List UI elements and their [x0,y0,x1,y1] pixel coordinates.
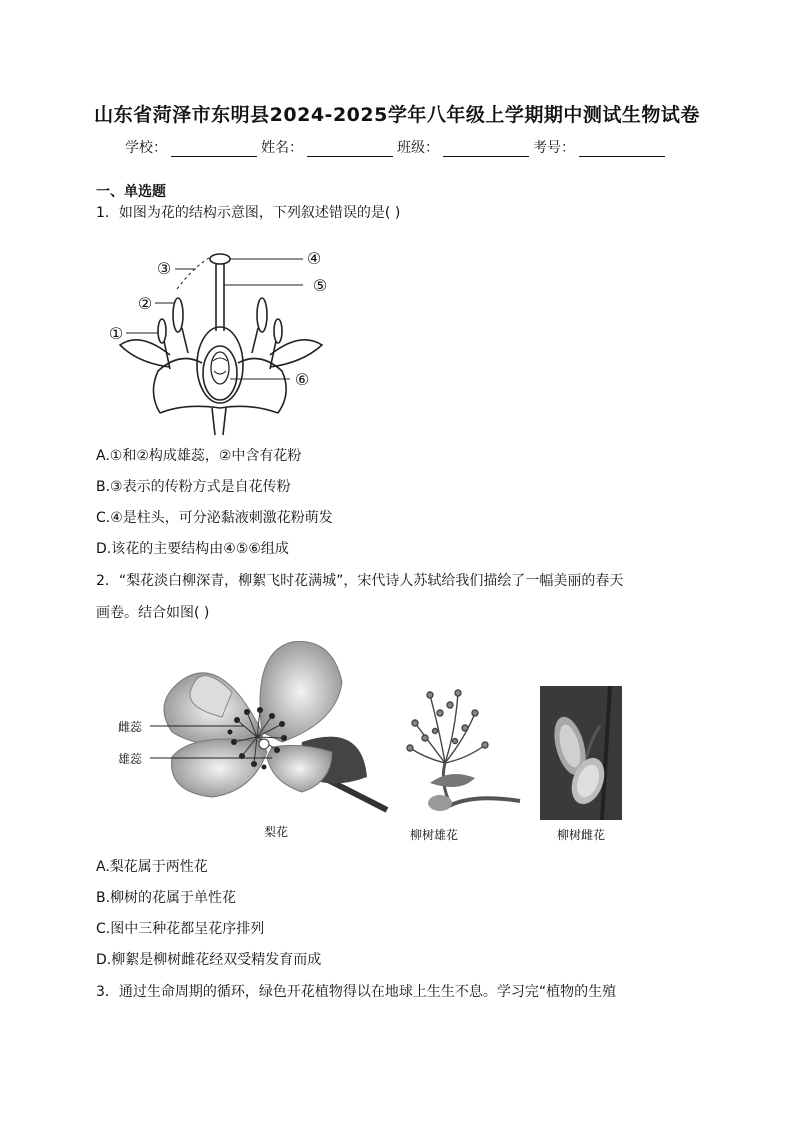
label-3: ③ [156,259,172,278]
pear-pistil-label: 雌蕊 [118,720,143,734]
willow-male-caption: 柳树雄花 [410,828,459,842]
willow-female-caption: 柳树雌花 [557,828,606,842]
willow-male-catkin-photo [400,683,525,823]
number-label: 考号： [533,140,575,156]
q1-option-c: C.④是柱头，可分泌黏液刺激花粉萌发 [96,510,333,526]
q1-option-b: B.③表示的传粉方式是自花传粉 [96,479,291,495]
q2-stem-line2: 画卷。结合如图( ) [96,605,210,621]
label-1: ① [108,324,124,343]
pear-stamen-label: 雄蕊 [118,752,143,766]
student-info-row [125,137,669,157]
q2-stem-line1: 2．“梨花淡白柳深青，柳絮飞时花满城”，宋代诗人苏轼给我们描绘了一幅美丽的春天 [96,573,624,589]
q1-option-d: D.该花的主要结构由④⑤⑥组成 [96,541,289,557]
question-3-stem: 3．通过生命周期的循环，绿色开花植物得以在地球上生生不息。学习完“植物的生殖 [96,984,617,1000]
label-2: ② [137,294,153,313]
q2-option-b: B.柳树的花属于单性花 [96,890,237,906]
class-label: 班级： [397,140,439,156]
question-1-stem: 1．如图为花的结构示意图，下列叙述错误的是( ) [96,205,401,221]
q1-option-a: A.①和②构成雄蕊，②中含有花粉 [96,448,302,464]
q2-option-d: D.柳絮是柳树雌花经双受精发育而成 [96,952,322,968]
q2-option-a: A.梨花属于两性花 [96,859,208,875]
label-4: ④ [306,249,322,268]
exam-title: 山东省菏泽市东明县2024-2025学年八年级上学期期中测试生物试卷 [94,104,700,126]
number-blank [579,140,665,157]
question-2-stem [96,571,700,623]
pear-blossom-caption: 梨花 [264,825,289,839]
q2-option-c: C.图中三种花都呈花序排列 [96,921,265,937]
name-label: 姓名： [261,140,303,156]
pear-blossom-photo [112,632,392,822]
willow-female-catkin-photo [540,686,622,820]
class-blank [443,140,529,157]
name-blank [307,140,393,157]
flower-structure-diagram [100,243,340,438]
school-blank [171,140,257,157]
label-5: ⑤ [312,276,328,295]
label-6: ⑥ [294,370,310,389]
school-label: 学校： [125,140,167,156]
section-heading: 一、单选题 [96,184,166,200]
